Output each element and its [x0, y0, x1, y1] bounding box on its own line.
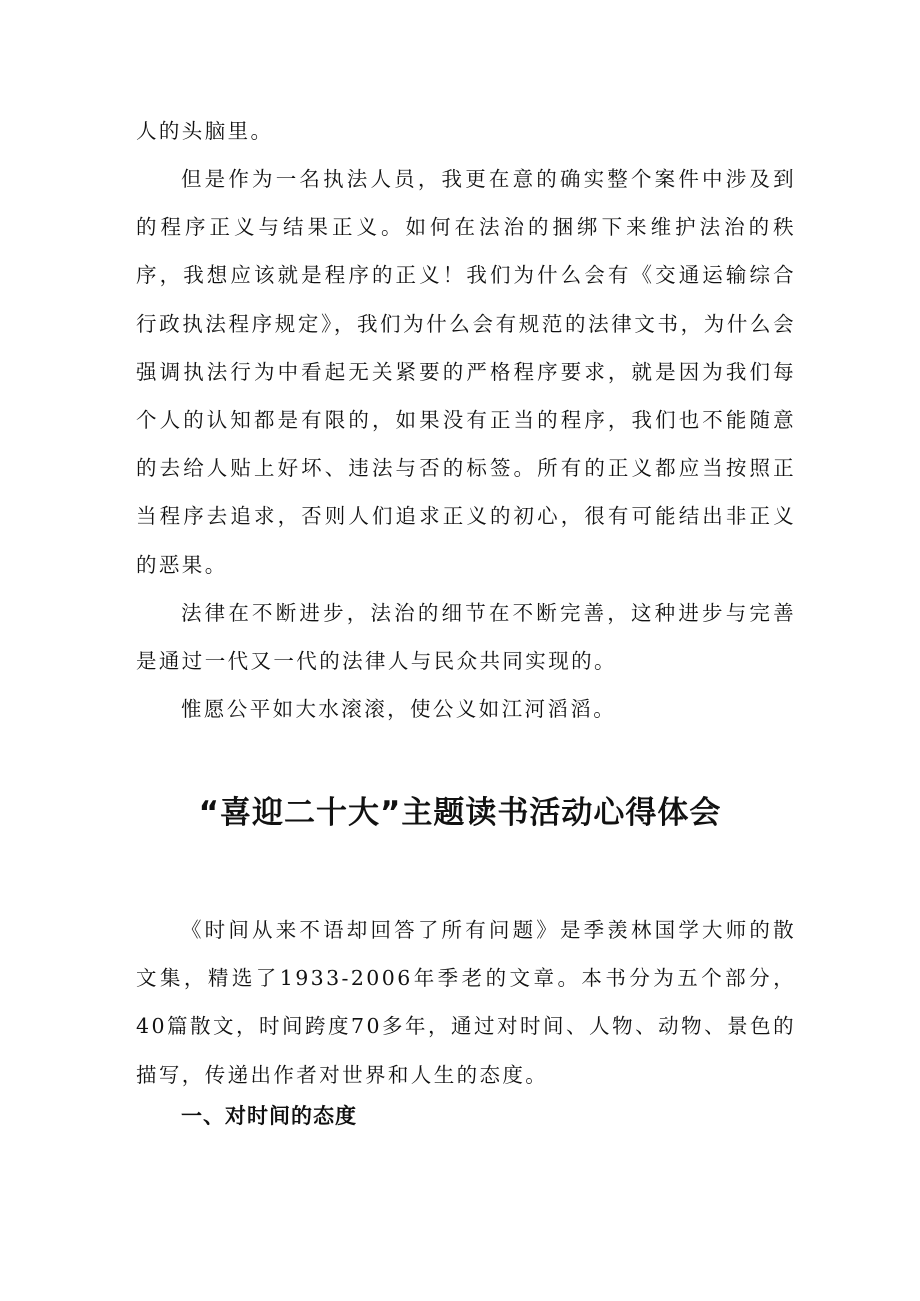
paragraph-continuation: 人的头脑里。: [136, 119, 274, 143]
paragraph-closing-wish: 惟愿公平如大水滚滚，使公义如江河滔滔。: [181, 697, 617, 721]
essay-title: “喜迎二十大”主题读书活动心得体会: [198, 795, 722, 831]
paragraph-procedural-justice: 但是作为一名执法人员，我更在意的确实整个案件中涉及到的程序正义与结果正义。如何在法治的捆绑下来维护法治的秩序，我想应该就是程序的正义！我们为什么会有《交通运输综合行政执法程序规定》，我们为什么会有规范的法律文书，为什么会强调执法行为中看起无关紧要的严格程序要求，就是因为我们每个人的认知都是有限的，如果没有正当的程序，我们也不能随意的去给人贴上好坏、违法与否的标签。所有的正义都应当按照正当程序去追求，否则人们追求正义的初心，很有可能结出非正义的恶果。: [136, 167, 796, 577]
paragraph-intro: 《时间从来不语却回答了所有问题》是季羡林国学大师的散文集，精选了1933-2006年季老的文章。本书分为五个部分，40篇散文，时间跨度70多年，通过对时间、人物、动物、景色的描写，传递出作者对世界和人生的态度。: [136, 918, 796, 1087]
section-heading: 一、对时间的态度: [181, 1104, 357, 1128]
paragraph-law-progress: 法律在不断进步，法治的细节在不断完善，这种进步与完善是通过一代又一代的法律人与民众共同实现的。: [136, 601, 796, 674]
